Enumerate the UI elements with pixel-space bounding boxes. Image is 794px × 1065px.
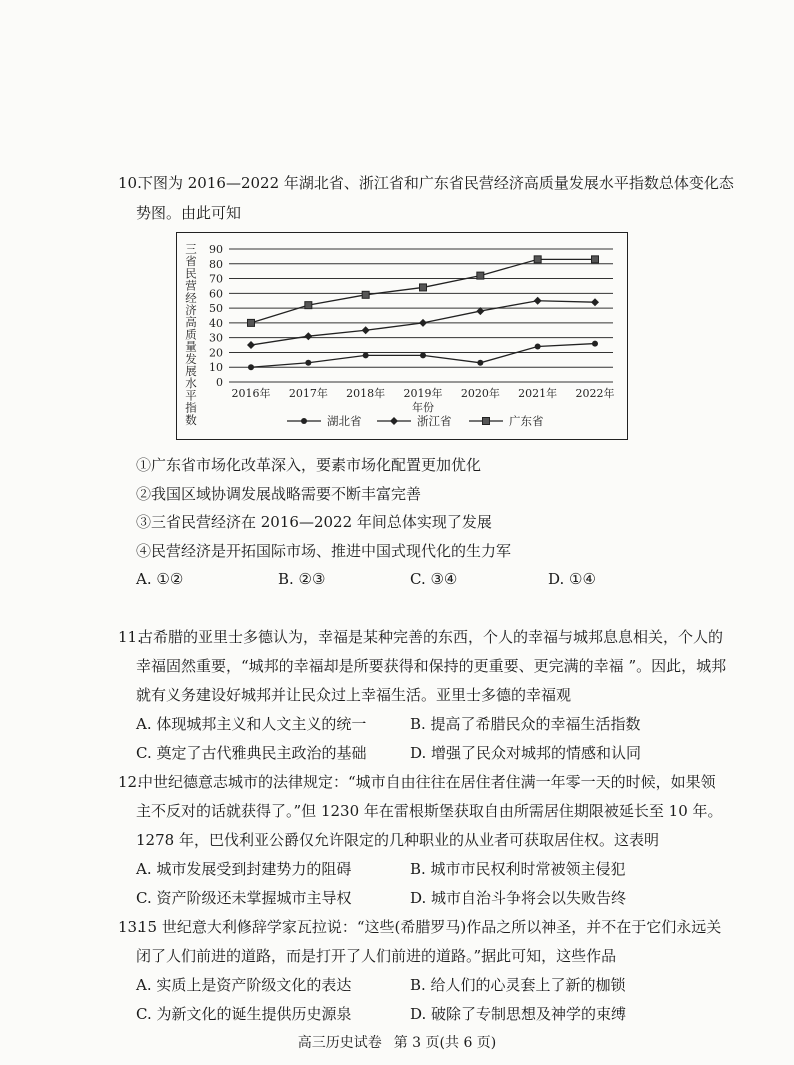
- question-12-option-a[interactable]: A. 城市发展受到封建势力的阻碍: [136, 860, 352, 878]
- y-axis-title-char: 经: [185, 290, 197, 305]
- y-tick-label: 30: [209, 331, 223, 345]
- data-point-diamond: [419, 319, 427, 327]
- statement-4: ④民营经济是开拓国际市场、推进中国式现代化的生力军: [136, 542, 512, 560]
- question-10-number: 10.: [118, 174, 142, 192]
- data-point-circle: [477, 360, 483, 366]
- y-tick-label: 70: [209, 272, 223, 286]
- y-tick-label: 0: [216, 376, 223, 389]
- question-11-option-c[interactable]: C. 奠定了古代雅典民主政治的基础: [136, 744, 367, 762]
- line-chart: [176, 232, 628, 440]
- question-12-option-c[interactable]: C. 资产阶级还未掌握城市主导权: [136, 889, 352, 907]
- data-point-square: [248, 319, 255, 326]
- data-point-diamond: [591, 298, 599, 306]
- y-tick-label: 40: [209, 316, 223, 330]
- y-tick-label: 60: [209, 287, 223, 301]
- y-axis-title-char: 三: [185, 242, 197, 256]
- question-13-line2: 闭了人们前进的道路，而是打开了人们前进的道路。”据此可知，这些作品: [136, 947, 617, 965]
- question-10-option-c[interactable]: C. ③④: [410, 570, 458, 588]
- legend-marker-circle: [301, 418, 307, 424]
- y-axis-title-char: 营: [185, 278, 197, 293]
- data-point-diamond: [362, 326, 370, 334]
- legend-label: 广东省: [509, 414, 544, 428]
- question-13-option-d[interactable]: D. 破除了专制思想及神学的束缚: [410, 1005, 627, 1023]
- question-11-line2: 幸福固然重要，“城邦的幸福却是所要获得和保持的更重要、更完满的幸福 ”。因此，城邦: [136, 657, 727, 675]
- x-tick-label: 2021年: [518, 387, 558, 400]
- data-point-circle: [363, 352, 369, 358]
- question-10-option-a[interactable]: A. ①②: [136, 570, 184, 588]
- data-point-square: [477, 272, 484, 279]
- data-point-circle: [305, 360, 311, 366]
- question-12-option-b[interactable]: B. 城市市民权利时常被领主侵犯: [410, 860, 626, 878]
- page-footer: [0, 1033, 794, 1053]
- y-axis-title-char: 水: [185, 376, 197, 391]
- data-point-square: [362, 291, 369, 298]
- y-axis-title-char: 民: [185, 266, 197, 281]
- y-tick-label: 80: [209, 257, 223, 271]
- data-point-circle: [248, 364, 254, 370]
- y-axis-title-char: 指: [185, 400, 197, 415]
- question-13-line1: 15 世纪意大利修辞学家瓦拉说：“这些(希腊罗马)作品之所以神圣，并不在于它们永远关: [138, 918, 722, 936]
- y-axis-title-char: 数: [185, 412, 197, 427]
- data-point-circle: [592, 341, 598, 347]
- data-point-diamond: [304, 332, 312, 340]
- question-13-option-a[interactable]: A. 实质上是资产阶级文化的表达: [136, 976, 352, 994]
- data-point-square: [534, 256, 541, 263]
- question-12-option-d[interactable]: D. 城市自治斗争将会以失败告终: [410, 889, 627, 907]
- x-tick-label: 2018年: [346, 387, 386, 400]
- data-point-diamond: [247, 341, 255, 349]
- data-point-square: [305, 302, 312, 309]
- question-10-option-d[interactable]: D. ①④: [548, 570, 596, 588]
- statement-3: ③三省民营经济在 2016—2022 年间总体实现了发展: [136, 513, 492, 531]
- footer-title: 高三历史试卷: [297, 1035, 382, 1051]
- data-point-circle: [535, 344, 541, 350]
- question-11-option-a[interactable]: A. 体现城邦主义和人文主义的统一: [136, 715, 367, 733]
- footer-page-number: 第 3 页(共 6 页): [393, 1035, 497, 1051]
- legend-marker-diamond: [390, 417, 398, 425]
- question-11-number: 11.: [118, 628, 142, 646]
- x-tick-label: 2016年: [231, 387, 271, 400]
- y-axis-title-char: 质: [185, 327, 197, 342]
- question-11-option-d[interactable]: D. 增强了民众对城邦的情感和认同: [410, 744, 642, 762]
- y-tick-label: 50: [209, 302, 223, 316]
- question-12-line3: 1278 年，巴伐利亚公爵仅允许限定的几种职业的从业者可获取居住权。这表明: [136, 831, 659, 849]
- statement-1: ①广东省市场化改革深入，要素市场化配置更加优化: [136, 456, 482, 474]
- y-tick-label: 20: [209, 346, 223, 360]
- question-13-number: 13.: [118, 918, 142, 936]
- x-tick-label: 2022年: [575, 387, 615, 400]
- y-tick-label: 10: [209, 361, 223, 375]
- x-tick-label: 2019年: [403, 387, 443, 400]
- statement-2: ②我国区域协调发展战略需要不断丰富完善: [136, 485, 422, 503]
- y-axis-title-char: 济: [185, 303, 197, 317]
- y-tick-label: 90: [209, 243, 223, 256]
- data-point-square: [592, 256, 599, 263]
- legend-marker-square: [483, 418, 490, 425]
- question-11-line3: 就有义务建设好城邦并让民众过上幸福生活。亚里士多德的幸福观: [136, 686, 572, 704]
- question-11-option-b[interactable]: B. 提高了希腊民众的幸福生活指数: [410, 715, 641, 733]
- x-axis-title: 年份: [412, 401, 434, 414]
- y-axis-title-char: 高: [185, 315, 197, 330]
- data-point-square: [420, 284, 427, 291]
- question-11-line1: 古希腊的亚里士多德认为，幸福是某种完善的东西，个人的幸福与城邦息息相关，个人的: [138, 628, 724, 646]
- y-axis-title-char: 量: [185, 339, 197, 354]
- y-axis-title-char: 展: [185, 364, 197, 378]
- line-chart-svg: [177, 233, 629, 441]
- question-12-line2: 主不反对的话就获得了。”但 1230 年在雷根斯堡获取自由所需居住期限被延长至 10 年。: [136, 802, 723, 820]
- y-axis-title-char: 平: [185, 388, 197, 403]
- data-point-circle: [420, 352, 426, 358]
- question-13-option-c[interactable]: C. 为新文化的诞生提供历史源泉: [136, 1005, 352, 1023]
- y-axis-title-char: 发: [185, 351, 197, 366]
- question-10-option-b[interactable]: B. ②③: [278, 570, 326, 588]
- question-12-number: 12.: [118, 773, 142, 791]
- data-point-diamond: [534, 297, 542, 305]
- x-tick-label: 2020年: [460, 387, 500, 400]
- question-10-stem-line1: 下图为 2016—2022 年湖北省、浙江省和广东省民营经济高质量发展水平指数总体变化态: [138, 174, 734, 192]
- legend-label: 湖北省: [327, 414, 362, 428]
- legend-label: 浙江省: [417, 414, 452, 428]
- x-tick-label: 2017年: [288, 387, 328, 400]
- question-10-stem-line2: 势图。由此可知: [136, 204, 242, 222]
- question-13-option-b[interactable]: B. 给人们的心灵套上了新的枷锁: [410, 976, 626, 994]
- question-12-line1: 中世纪德意志城市的法律规定：“城市自由往往在居住者住满一年零一天的时候，如果领: [138, 773, 716, 791]
- y-axis-title-char: 省: [185, 254, 197, 269]
